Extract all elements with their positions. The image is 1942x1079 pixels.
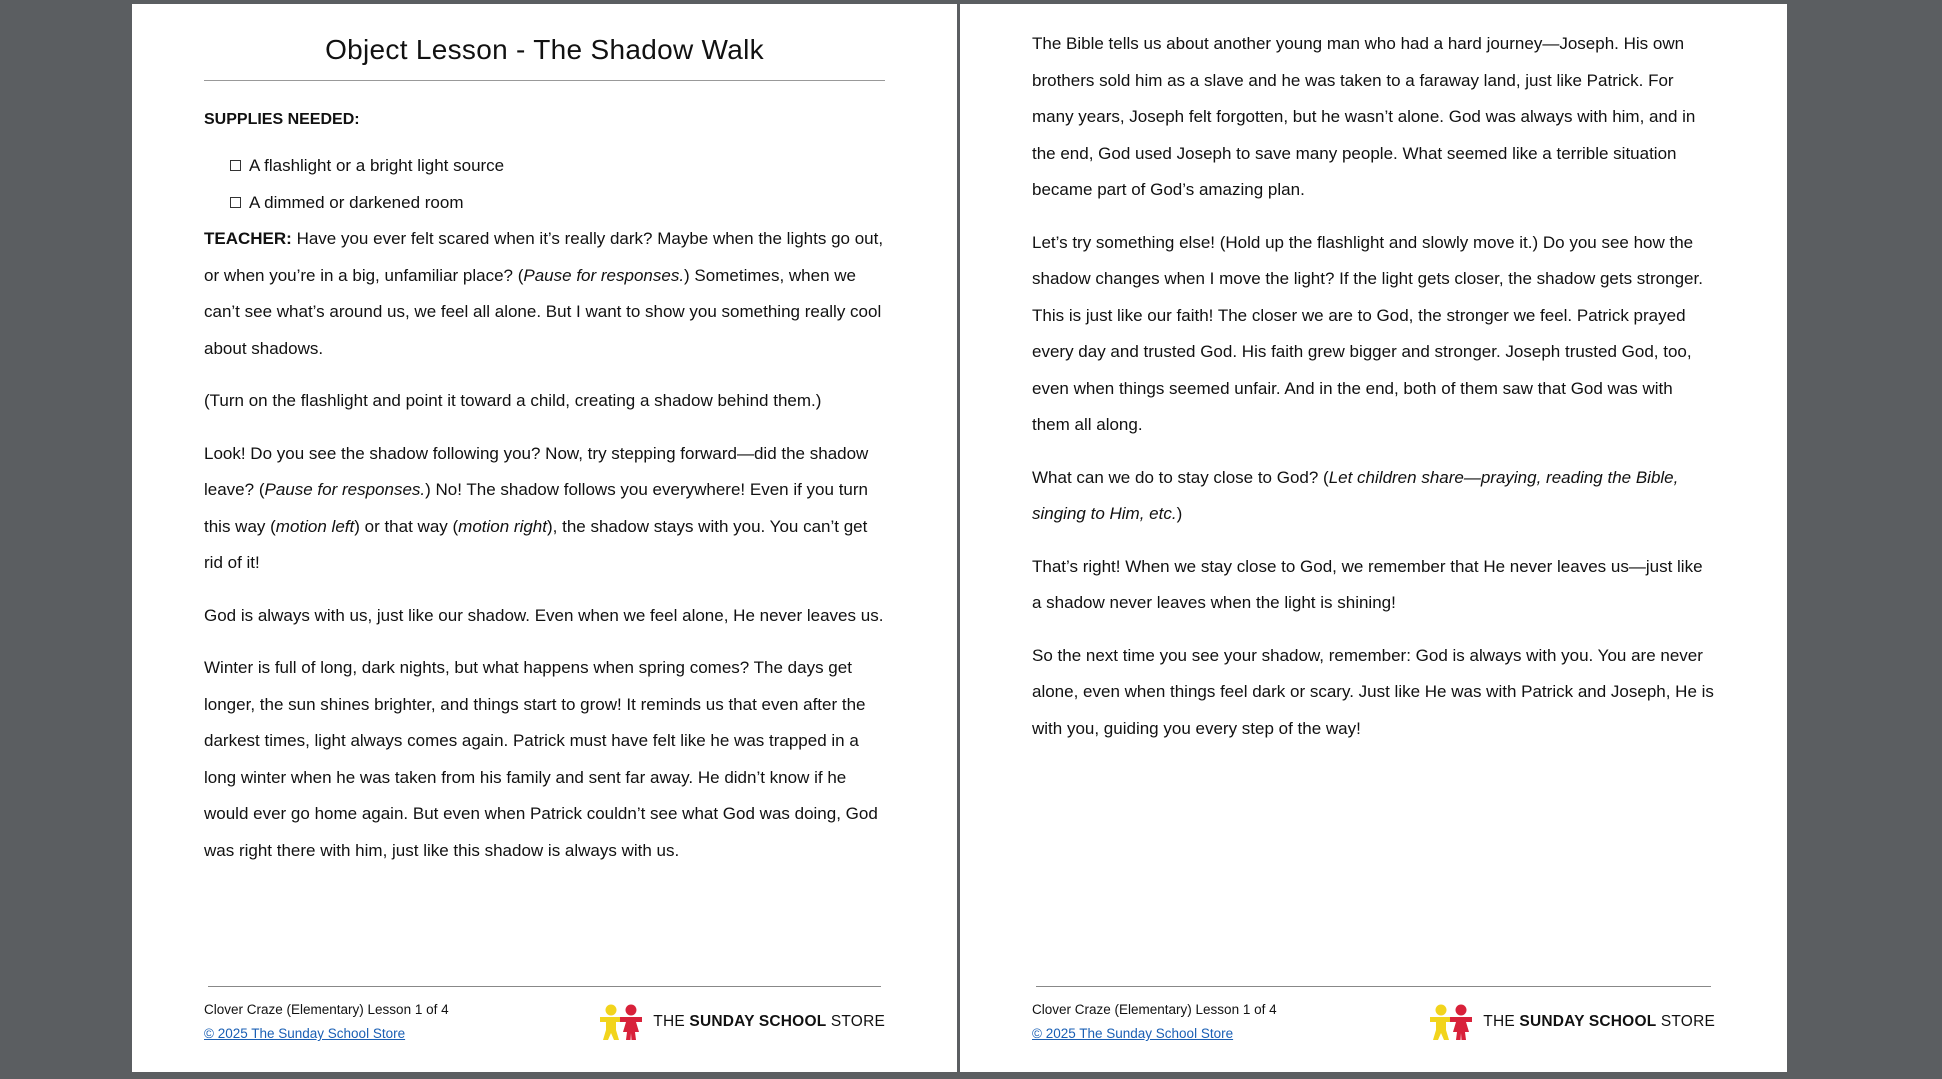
paper-dolls-logo-icon [1425,1002,1477,1042]
text-run: Look! Do you see the shadow following you? Now, try stepping forward—did the shadow leave? ( [204,443,869,499]
checkbox-icon [230,197,241,208]
footer-divider [208,986,881,987]
paragraph-flashlight: Let’s try something else! (Hold up the flashlight and slowly move it.) Do you see how the shadow changes when I move the light? If the light gets closer, the shadow gets stronger. This is just like our faith! The closer we are to God, the stronger we feel. Patrick prayed every day and trusted God. His faith grew bigger and stronger. Joseph trusted God, too, even when things seemed unfair. And in the end, both of them saw that God was with them all along. [1032,232,1703,434]
page-footer [1032,986,1715,1046]
list-item [230,147,885,184]
brand-logo-block [1425,1002,1715,1042]
text-run: ) Sometimes, when we can’t see what’s around us, we feel all alone. But I want to show you something really cool about shadows. [204,265,882,358]
text-run: Have you ever felt scared when it’s really dark? Maybe when the lights go out, or when you’re in a big, unfamiliar place? ( [204,229,884,285]
italic-text: motion left [275,516,355,536]
text-run: ) or that way ( [354,516,459,536]
title-divider [204,80,885,81]
brand-logo-block [595,1002,885,1042]
text-run: ) No! The shadow follows you everywhere! Even if you turn this way ( [204,480,868,536]
list-item [230,184,885,221]
paragraph-instruction: (Turn on the flashlight and point it toward a child, creating a shadow behind them.) [204,391,822,410]
teacher-label: TEACHER: [204,229,292,248]
italic-text: Pause for responses. [264,480,426,499]
copyright-link[interactable]: © 2025 The Sunday School Store [204,1026,406,1041]
supply-label: A flashlight or a bright light source [249,156,505,175]
page-title: Object Lesson - The Shadow Walk [325,34,764,65]
brand-prefix: THE [653,1013,690,1030]
page-content [204,4,885,1072]
supplies-heading: SUPPLIES NEEDED: [204,111,360,128]
lesson-line: Clover Craze (Elementary) Lesson 1 of 4 [1032,1002,1277,1017]
supplies-list [230,147,885,221]
italic-text: Let children share—praying, reading the Bible, singing to Him, etc. [1032,467,1679,523]
brand-suffix: STORE [826,1013,885,1030]
document-page-1 [132,4,957,1072]
document-page-2 [960,4,1787,1072]
text-run: ), the shadow stays with you. You can’t get rid of it! [204,516,868,572]
paragraph-next-time: So the next time you see your shadow, remember: God is always with you. You are never alone, even when things feel dark or scary. Just like He was with Patrick and Joseph, He is with you, guiding you every step of the way! [1032,645,1714,738]
footer-info [204,998,449,1046]
checkbox-icon [230,160,241,171]
brand-name [653,1013,885,1031]
page-content [1032,4,1715,1072]
text-run: ) [1176,504,1183,523]
footer-divider [1036,986,1711,987]
paper-dolls-logo-icon [595,1002,647,1042]
brand-bold: SUNDAY SCHOOL [689,1013,827,1030]
page-footer [204,986,885,1046]
brand-bold: SUNDAY SCHOOL [1519,1013,1657,1030]
paragraph-joseph: The Bible tells us about another young man who had a hard journey—Joseph. His own brothers sold him as a slave and he was taken to a faraway land, just like Patrick. For many years, Joseph felt forgotten, but he wasn’t alone. God was always with him, and in the end, God used Joseph to save many people. What seemed like a terrible situation became part of God’s amazing plan. [1032,34,1696,199]
paragraph-thats-right: That’s right! When we stay close to God, we remember that He never leaves us—just like a shadow never leaves when the light is shining! [1032,556,1703,612]
lesson-line: Clover Craze (Elementary) Lesson 1 of 4 [204,1002,449,1017]
copyright-link[interactable]: © 2025 The Sunday School Store [1032,1026,1234,1041]
paragraph-stay-close [1032,460,1715,533]
italic-text: motion right [458,516,547,536]
brand-suffix: STORE [1656,1013,1715,1030]
footer-info [1032,998,1277,1046]
brand-prefix: THE [1483,1013,1520,1030]
brand-name [1483,1013,1715,1031]
paragraph-god-with-us: God is always with us, just like our shadow. Even when we feel alone, He never leaves us. [204,605,884,625]
paragraph-winter: Winter is full of long, dark nights, but what happens when spring comes? The days get longer, the sun shines brighter, and things start to grow! It reminds us that even after the darkest times, light always comes again. Patrick must have felt like he was trapped in a long winter when he was taken from his family and sent far away. He didn’t know if he would ever go home again. But even when Patrick couldn’t see what God was doing, God was right there with him, just like this shadow is always with us. [204,658,878,860]
italic-text: Pause for responses. [523,265,685,285]
paragraph-teacher-intro [204,221,885,367]
text-run: What can we do to stay close to God? ( [1032,467,1329,487]
supply-label: A dimmed or darkened room [249,193,464,212]
paragraph-shadow-follow [204,436,885,582]
